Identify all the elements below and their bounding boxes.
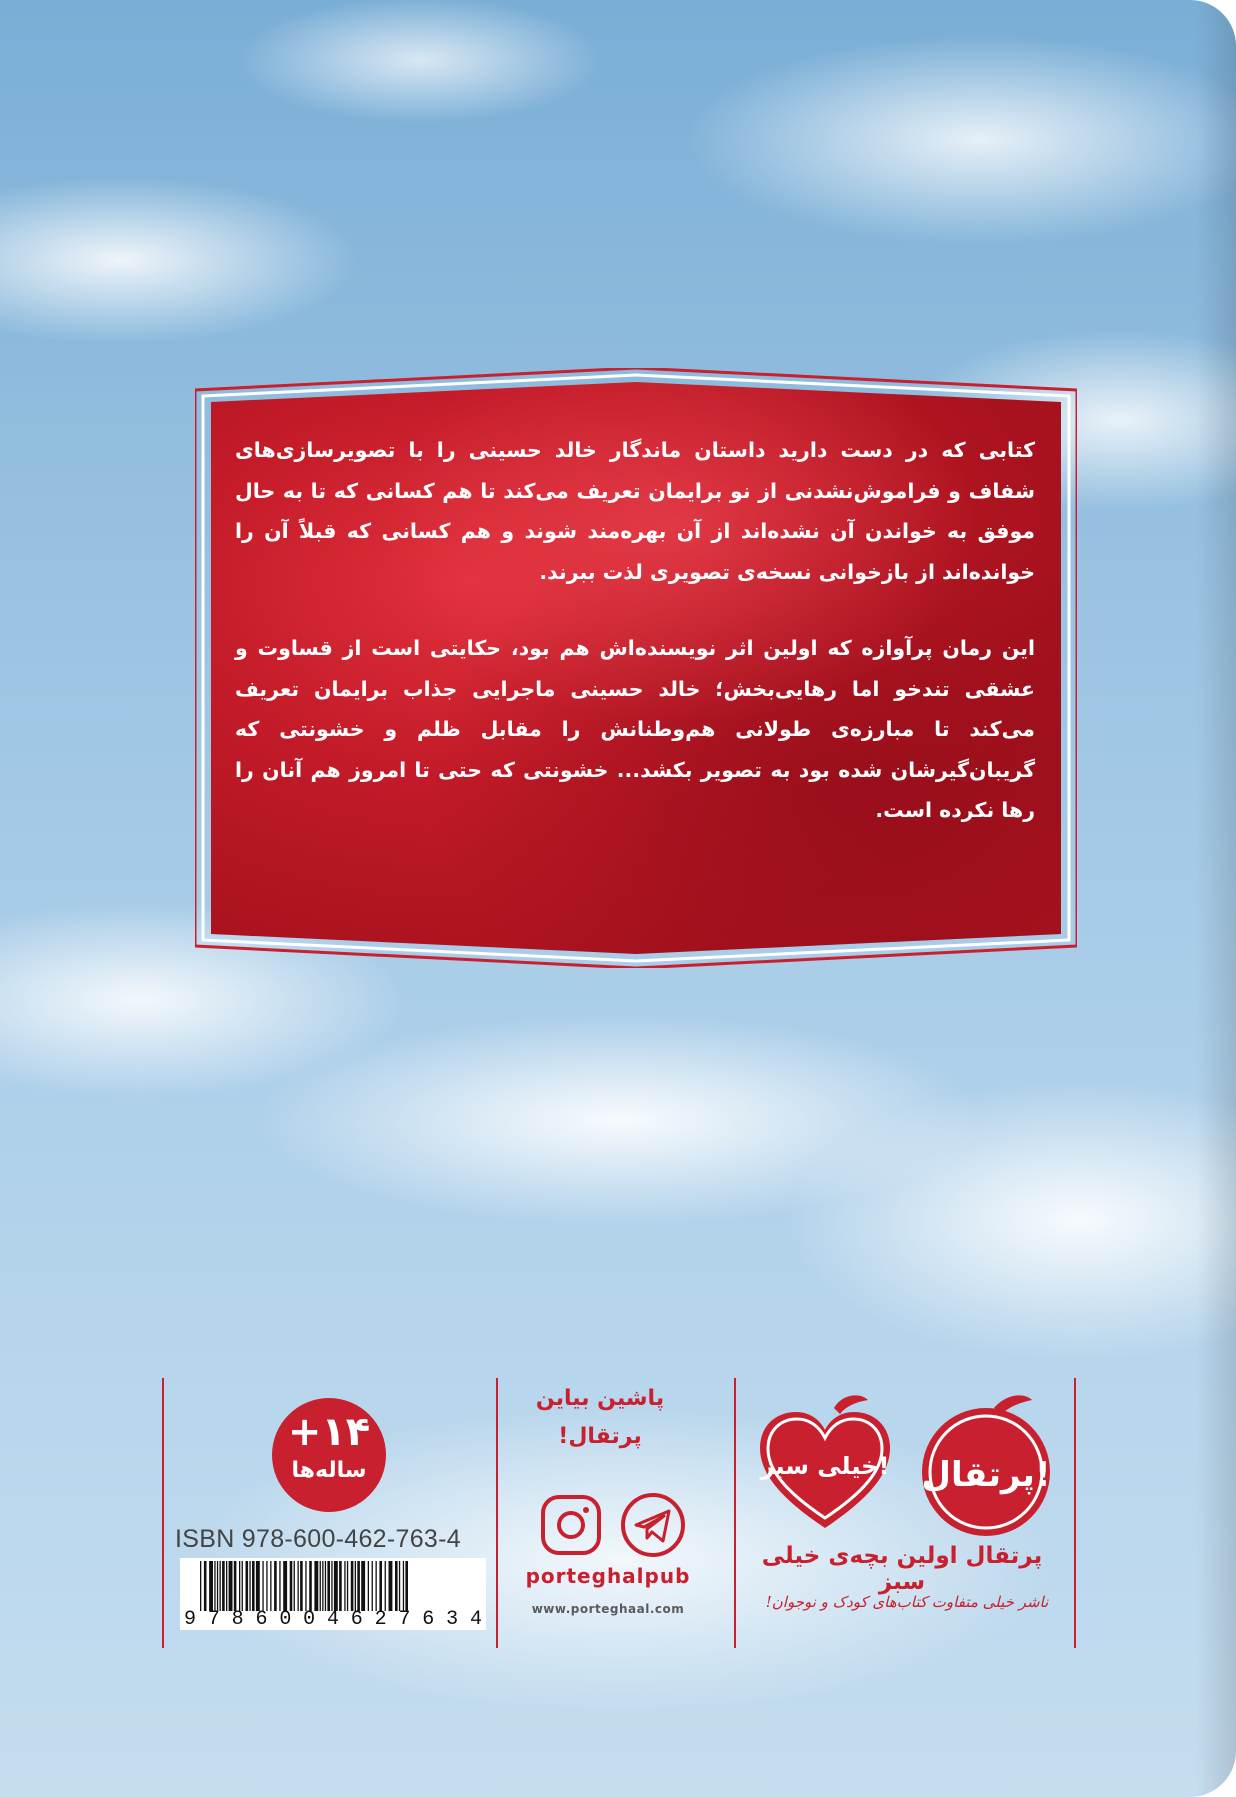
barcode-bar	[290, 1561, 293, 1611]
barcode-bar	[294, 1561, 295, 1611]
blurb-paragraph-2: این رمان پرآوازه که اولین اثر نویسنده‌اش هم بود، حکایتی است از قساوت و عشقی تندخو اما رهایی‌بخش؛ خالد حسینی ماجرایی جذاب برایمان تعریف می‌کند تا مبارزه‌ی طولانی هم‌وطنانش را مقابل ظلم و خشونتی که گریبان‌گیرشان شده بود به تصویر بکشد... خشونتی که حتی تا امروز هم آنان را رها نکرده است.	[235, 636, 1035, 822]
barcode-bar	[395, 1561, 398, 1611]
barcode-bar	[331, 1561, 332, 1611]
barcode-bar	[339, 1561, 342, 1611]
porteghal-logo-text: پرتقال!	[921, 1455, 1051, 1495]
barcode-bar	[274, 1561, 277, 1611]
blurb-paragraph-1: کتابی که در دست دارید داستان ماندگار خالد حسینی را با تصویرسازی‌های شفاف و فراموش‌نشدنی از نو برایمان تعریف می‌کند تا هم کسانی که تا به حال موفق به خواندن آن نشده‌اند از آن بهره‌مند شوند و هم کسانی که قبلاً آن را خوانده‌اند از بازخوانی نسخه‌ی تصویری لذت ببرند.	[235, 438, 1035, 584]
publisher-subtagline: ناشر خیلی متفاوت کتاب‌های کودک و نوجوان!	[765, 1593, 1049, 1611]
follow-us-line-2: پرتقال!	[558, 1424, 642, 1449]
barcode-digits	[180, 1608, 486, 1631]
barcode-bar	[368, 1561, 369, 1611]
barcode-digit: 7	[398, 1608, 411, 1631]
barcode-bar	[327, 1561, 330, 1611]
barcode-bar	[385, 1561, 386, 1611]
age-number: +۱۴	[287, 1409, 371, 1455]
barcode-bar	[283, 1561, 287, 1611]
barcode-digit: 4	[326, 1608, 339, 1631]
barcode-bar	[320, 1561, 321, 1611]
age-badge	[272, 1398, 386, 1512]
kheili-sabz-logo	[750, 1388, 900, 1538]
barcode-bar	[355, 1561, 356, 1611]
barcode-digit: 6	[422, 1608, 435, 1631]
barcode-bar	[300, 1561, 303, 1611]
barcode-bar	[361, 1561, 365, 1611]
page-edge-shadow	[1196, 0, 1236, 1797]
age-label: ساله‌ها	[291, 1458, 367, 1483]
barcode-bar	[214, 1561, 215, 1611]
divider-line-right	[1074, 1378, 1076, 1648]
divider-line-mid-right	[734, 1378, 736, 1648]
barcode-digit: 4	[469, 1608, 482, 1631]
barcode-image	[198, 1561, 474, 1611]
barcode-bar	[266, 1561, 267, 1611]
barcode-bar	[279, 1561, 280, 1611]
barcode-bar	[405, 1561, 408, 1611]
barcode-bar	[334, 1561, 338, 1611]
barcode-digit: 0	[303, 1608, 316, 1631]
barcode-bar	[200, 1561, 201, 1611]
barcode-bar	[379, 1561, 382, 1611]
isbn-text: ISBN 978-600-462-763-4	[175, 1525, 461, 1553]
barcode-bar	[234, 1561, 237, 1611]
blurb-text	[235, 430, 1035, 867]
instagram-icon[interactable]	[538, 1492, 604, 1558]
barcode-digit: 6	[255, 1608, 268, 1631]
barcode-bar	[322, 1561, 323, 1611]
barcode-bar	[249, 1561, 250, 1611]
barcode-bar	[309, 1561, 312, 1611]
barcode-digit: 0	[279, 1608, 292, 1631]
barcode-bar	[262, 1561, 263, 1611]
porteghal-logo	[906, 1390, 1066, 1540]
barcode-bar	[399, 1561, 400, 1611]
barcode-bar	[351, 1561, 354, 1611]
barcode-bar	[376, 1561, 377, 1611]
barcode-bar	[222, 1561, 225, 1611]
kheili-sabz-logo-text: خیلی سبز!	[760, 1452, 890, 1480]
divider-line-left	[162, 1378, 164, 1648]
social-handle[interactable]: porteghalpub	[525, 1564, 691, 1588]
barcode-bar	[220, 1561, 221, 1611]
barcode-bar	[344, 1561, 345, 1611]
barcode-digit: 9	[184, 1608, 197, 1631]
barcode-digit: 7	[207, 1608, 220, 1631]
barcode-bar	[242, 1561, 243, 1611]
barcode-digit: 3	[446, 1608, 459, 1631]
barcode-bar	[252, 1561, 255, 1611]
barcode-digit: 8	[231, 1608, 244, 1631]
barcode-bar	[239, 1561, 240, 1611]
barcode-bar	[314, 1561, 318, 1611]
barcode-bar	[229, 1561, 233, 1611]
barcode-digit: 6	[350, 1608, 363, 1631]
barcode-bar	[305, 1561, 306, 1611]
barcode-bar	[217, 1561, 218, 1611]
barcode-bar	[298, 1561, 299, 1611]
barcode-bar	[270, 1561, 271, 1611]
publisher-tagline: پرتقال اولین بچه‌ی خیلی سبز	[761, 1543, 1043, 1595]
barcode-bar	[403, 1561, 404, 1611]
barcode-bar	[246, 1561, 249, 1611]
barcode-bar	[204, 1561, 207, 1611]
barcode-bar	[357, 1561, 360, 1611]
barcode-digit: 2	[374, 1608, 387, 1631]
barcode-bar	[325, 1561, 326, 1611]
website-url[interactable]: www.porteghaal.com	[531, 1602, 685, 1616]
barcode-bar	[256, 1561, 260, 1611]
follow-us-line-1: پاشین بیاین	[535, 1386, 665, 1411]
barcode-bar	[347, 1561, 348, 1611]
barcode-bar	[209, 1561, 213, 1611]
barcode-bar	[226, 1561, 227, 1611]
divider-line-mid-left	[496, 1378, 498, 1648]
barcode-bar	[389, 1561, 393, 1611]
barcode-bar	[372, 1561, 373, 1611]
telegram-icon[interactable]	[620, 1492, 686, 1558]
